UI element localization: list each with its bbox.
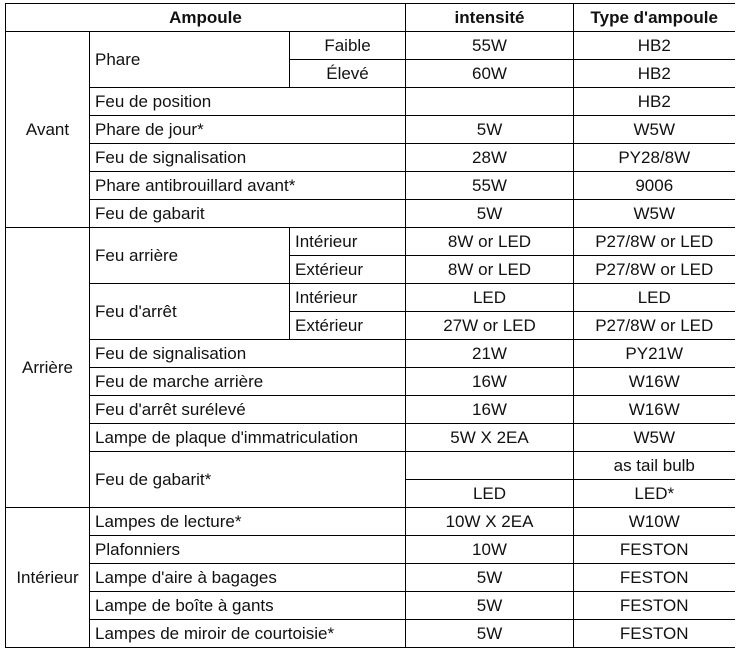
bulb-position: Extérieur: [290, 256, 406, 284]
bulb-intensity: 10W X 2EA: [406, 508, 574, 536]
bulb-position: Intérieur: [290, 228, 406, 256]
bulb-type: 9006: [574, 172, 735, 200]
bulb-name: Feu de marche arrière: [90, 368, 406, 396]
bulb-name: Feu de signalisation: [90, 340, 406, 368]
bulb-type: FESTON: [574, 564, 735, 592]
table-row: [6, 536, 735, 564]
bulb-position: Faible: [290, 32, 406, 60]
bulb-type: P27/8W or LED: [574, 312, 735, 340]
bulb-intensity: 5W X 2EA: [406, 424, 574, 452]
bulb-name: Phare antibrouillard avant*: [90, 172, 406, 200]
bulb-name: Lampes de miroir de courtoisie*: [90, 620, 406, 648]
bulb-position: Élevé: [290, 60, 406, 88]
table-row: [6, 88, 735, 116]
bulb-name: Lampes de lecture*: [90, 508, 406, 536]
table-row: [6, 200, 735, 228]
bulb-intensity: 21W: [406, 340, 574, 368]
bulb-type: PY21W: [574, 340, 735, 368]
bulb-intensity: 16W: [406, 368, 574, 396]
table-row: [6, 508, 735, 536]
table-row: [6, 592, 735, 620]
bulb-intensity: 8W or LED: [406, 228, 574, 256]
bulb-type: HB2: [574, 32, 735, 60]
bulb-position: Extérieur: [290, 312, 406, 340]
section-avant: Avant: [6, 32, 90, 228]
bulb-type: P27/8W or LED: [574, 256, 735, 284]
bulb-intensity: [406, 452, 574, 480]
table-row: [6, 144, 735, 172]
bulb-name: Lampe de plaque d'immatriculation: [90, 424, 406, 452]
bulb-type: FESTON: [574, 536, 735, 564]
bulb-name: Feu d'arrêt: [90, 284, 290, 340]
bulb-specification-table: [5, 3, 735, 648]
table-row: [6, 284, 735, 312]
bulb-position: Intérieur: [290, 284, 406, 312]
bulb-intensity: 27W or LED: [406, 312, 574, 340]
table-row: [6, 116, 735, 144]
bulb-intensity: 60W: [406, 60, 574, 88]
section-arriere: Arrière: [6, 228, 90, 508]
table-row: [6, 620, 735, 648]
bulb-intensity: 8W or LED: [406, 256, 574, 284]
bulb-intensity: 10W: [406, 536, 574, 564]
bulb-intensity: 5W: [406, 200, 574, 228]
bulb-intensity: 28W: [406, 144, 574, 172]
bulb-intensity: 5W: [406, 592, 574, 620]
bulb-type: W10W: [574, 508, 735, 536]
bulb-name: Feu de gabarit: [90, 200, 406, 228]
bulb-name: Feu arrière: [90, 228, 290, 284]
table-row: [6, 340, 735, 368]
bulb-type: HB2: [574, 88, 735, 116]
bulb-type: HB2: [574, 60, 735, 88]
bulb-type: FESTON: [574, 592, 735, 620]
bulb-intensity: LED: [406, 284, 574, 312]
table-row: [6, 564, 735, 592]
table-row: [6, 368, 735, 396]
bulb-intensity: [406, 88, 574, 116]
bulb-intensity: 5W: [406, 564, 574, 592]
bulb-type: LED*: [574, 480, 735, 508]
bulb-type: W16W: [574, 396, 735, 424]
bulb-intensity: 55W: [406, 32, 574, 60]
bulb-type: W5W: [574, 116, 735, 144]
table-row: [6, 452, 735, 480]
bulb-name: Feu de position: [90, 88, 406, 116]
bulb-intensity: 5W: [406, 620, 574, 648]
bulb-type: W5W: [574, 200, 735, 228]
bulb-type: FESTON: [574, 620, 735, 648]
bulb-intensity: 16W: [406, 396, 574, 424]
bulb-name: Feu d'arrêt surélevé: [90, 396, 406, 424]
table-row: [6, 396, 735, 424]
table-row: [6, 424, 735, 452]
bulb-name: Feu de signalisation: [90, 144, 406, 172]
bulb-type: as tail bulb: [574, 452, 735, 480]
bulb-intensity: 5W: [406, 116, 574, 144]
header-ampoule: Ampoule: [6, 4, 406, 32]
bulb-name: Feu de gabarit*: [90, 452, 406, 508]
bulb-name: Phare de jour*: [90, 116, 406, 144]
bulb-intensity: LED: [406, 480, 574, 508]
table-row: [6, 228, 735, 256]
bulb-name: Lampe de boîte à gants: [90, 592, 406, 620]
header-type: Type d'ampoule: [574, 4, 735, 32]
bulb-intensity: 55W: [406, 172, 574, 200]
bulb-name: Plafonniers: [90, 536, 406, 564]
bulb-type: LED: [574, 284, 735, 312]
bulb-type: W5W: [574, 424, 735, 452]
section-interieur: Intérieur: [6, 508, 90, 648]
table-row: [6, 32, 735, 60]
bulb-type: P27/8W or LED: [574, 228, 735, 256]
bulb-name: Lampe d'aire à bagages: [90, 564, 406, 592]
bulb-type: PY28/8W: [574, 144, 735, 172]
table-header-row: [6, 4, 735, 32]
bulb-type: W16W: [574, 368, 735, 396]
table-row: [6, 172, 735, 200]
bulb-name: Phare: [90, 32, 290, 88]
header-intensite: intensité: [406, 4, 574, 32]
